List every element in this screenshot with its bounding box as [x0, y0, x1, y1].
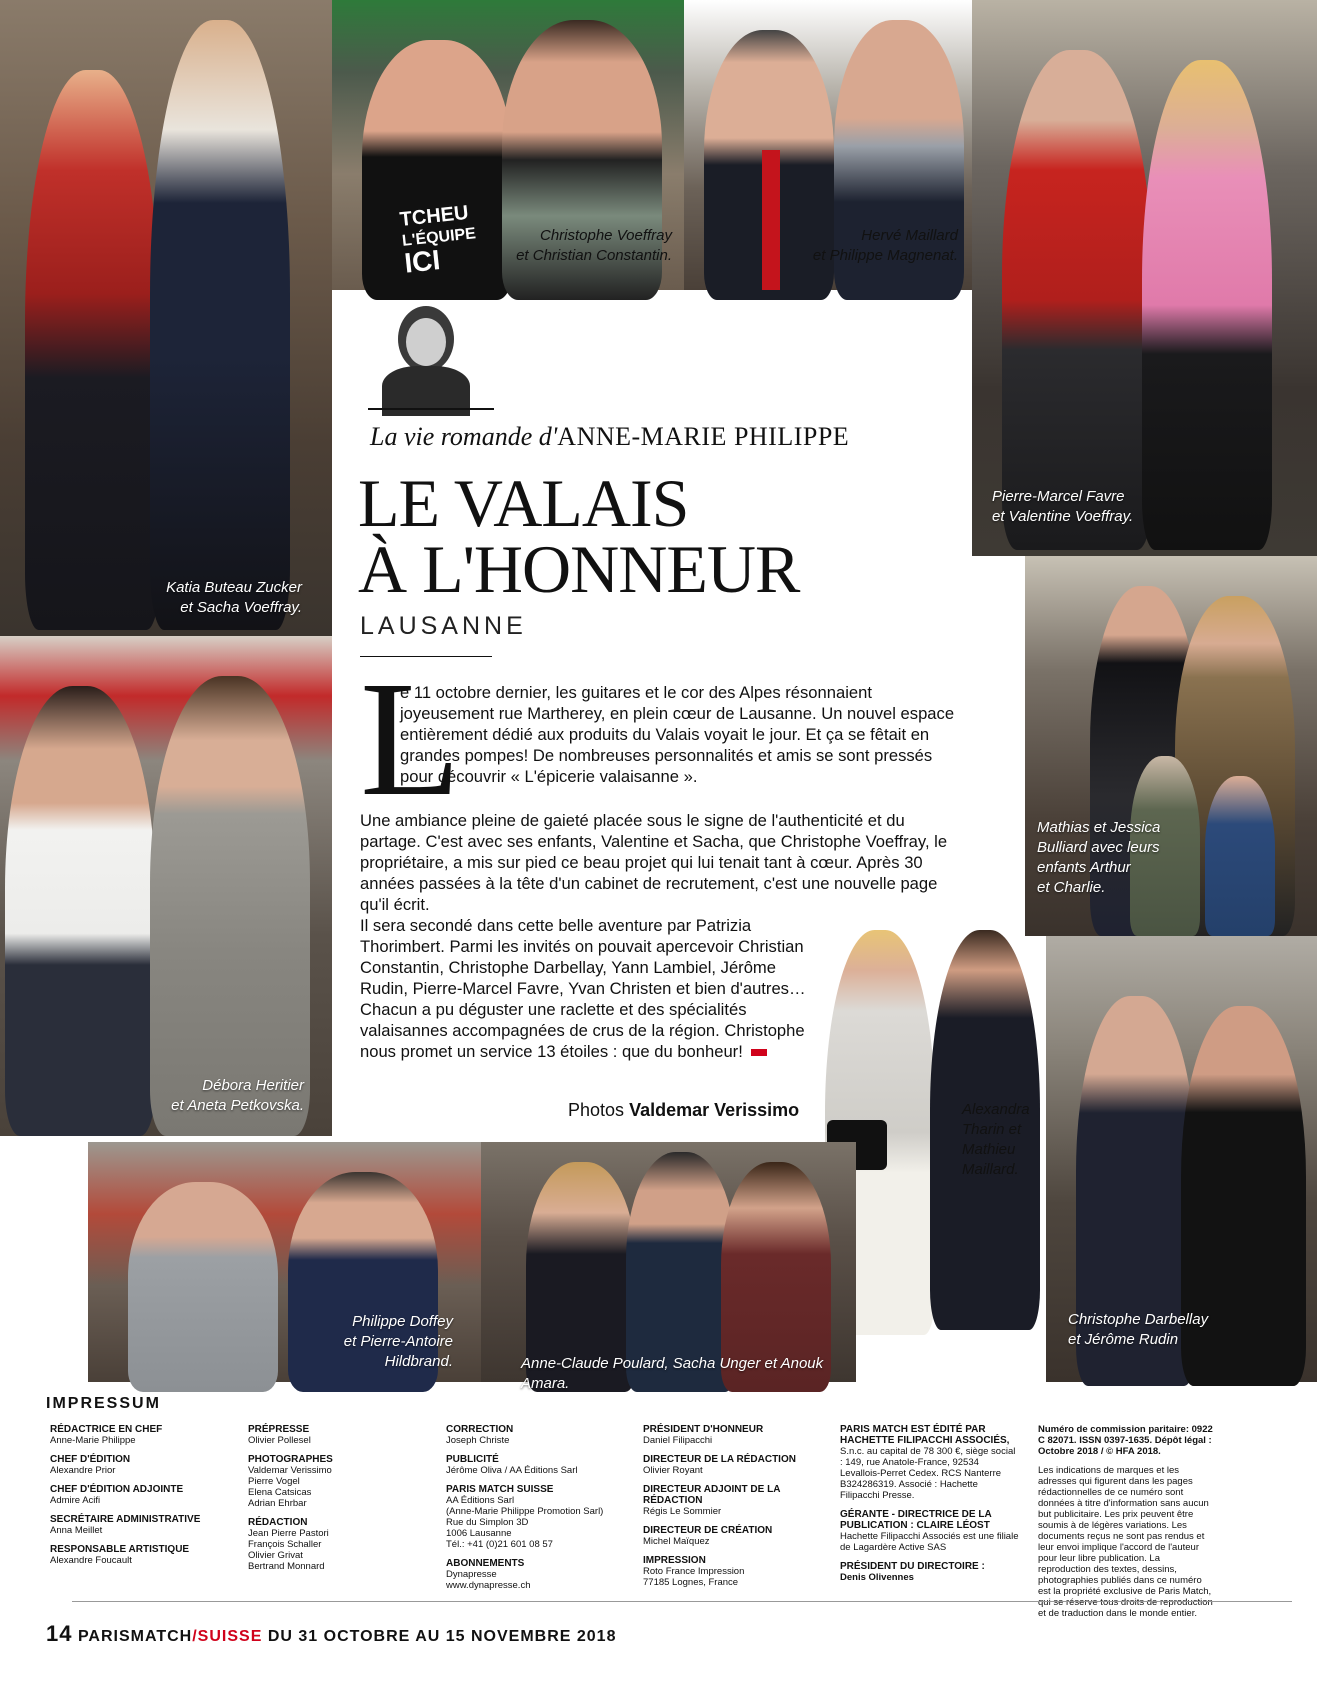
paragraph-1: e 11 octobre dernier, les guitares et le cor des Alpes résonnaient joyeusement rue Martherey, en plein cœur de Lausanne. Un nouvel espace entièrement dédié aux produits du Valais voyait le jour. Et ça se fêtait en grandes pompes! De nombreuses personnalités et amis se sont pressés pour découvrir « L'épicerie valaisanne ». — [400, 683, 955, 786]
photo-doffey-hildbrand — [88, 1142, 481, 1382]
photo-heritier-petkovska — [0, 636, 332, 1136]
impressum-col-2: PRÉPRESSE Olivier Pollesel PHOTOGRAPHES Valdemar Verissimo Pierre Vogel Elena Catsicas Adrian Ehrbar RÉDACTION Jean Pierre Pastori François Schaller Olivier Grivat Bertrand Monnard — [248, 1424, 333, 1572]
person-debora-heritier — [5, 686, 155, 1136]
impressum-col-6: Numéro de commission paritaire: 0922 C 82071. ISSN 0397-1635. Dépôt légal : Octobre 2018 / © HFA 2018. Les indications de marques et les adresses qui figurent dans les pages rédactionnelles de ce numéro sont données à titre d'information sans aucun but publicitaire. Les prix peuvent être soumis à de légères variations. Les documents reçus ne sont pas rendus et leur envoi implique l'accord de l'auteur pour leur libre publication. La reproduction des textes, dessins, photographies publiés dans ce numéro est la propriété exclusive de Paris Match, qui se réserve tous droits de reproduction et de traduction dans le monde entier. — [1038, 1424, 1213, 1619]
dropcap: L — [360, 647, 461, 830]
folio-brand: PARISMATCH — [77, 1628, 193, 1645]
caption-doffey-hildbrand: Philippe Doffey et Pierre-Antoire Hildbrand. — [343, 1313, 453, 1370]
paragraph-3: Il sera secondé dans cette belle aventure par Patrizia Thorimbert. Parmi les invités on pouvait apercevoir Christian Constantin, Christophe Darbellay, Yann Lambiel, Jérôme Rudin, Pierre-Marcel Favre, Yvan Christen et bien d'autres… Chacun a pu déguster une raclette et des spécialités valaisannes accompagnées de crus de la région. Christophe nous promet un service 13 étoiles : que du bonheur! — [360, 916, 806, 1061]
photo-voeffray-constantin — [332, 0, 684, 290]
impressum-title: IMPRESSUM — [46, 1395, 161, 1412]
impressum-col-3: CORRECTION Joseph Christe PUBLICITÉ Jérôme Oliva / AA Éditions Sarl PARIS MATCH SUISSE AA Éditions Sarl (Anne-Marie Philippe Promotion Sarl) Rue du Simplon 3D 1006 Lausanne Tél.: +41 (0)21 601 08 57 ABONNEMENTS Dynapresse www.dynapresse.ch — [446, 1424, 604, 1591]
caption-favre-voeffray: Pierre-Marcel Favre et Valentine Voeffray. — [992, 488, 1134, 525]
caption-poulard-unger-amara: Anne-Claude Poulard, Sacha Unger et Anouk Amara. — [521, 1355, 824, 1392]
impressum-col-1: RÉDACTRICE EN CHEF Anne-Marie Philippe CHEF D'ÉDITION Alexandre Prior CHEF D'ÉDITION ADJOINTE Admire Acifi SECRÉTAIRE ADMINISTRATIVE Anna Meillet RESPONSABLE ARTISTIQUE Alexandre Foucault — [50, 1424, 201, 1566]
photo-credit: Photos Valdemar Verissimo — [568, 1100, 800, 1120]
person-philippe-doffey — [128, 1182, 278, 1392]
impressum-col-4: PRÉSIDENT D'HONNEUR Daniel Filipacchi DIRECTEUR DE LA RÉDACTION Olivier Royant DIRECTEUR ADJOINT DE LA RÉDACTION Régis Le Sommier DIRECTEUR DE CRÉATION Michel Maïquez IMPRESSION Roto France Impression 77185 Lognes, France — [643, 1424, 796, 1588]
location: LAUSANNE — [360, 612, 527, 640]
photo-favre-voeffray — [972, 0, 1317, 556]
impressum-col-5: PARIS MATCH EST ÉDITÉ PAR HACHETTE FILIPACCHI ASSOCIÉS, S.n.c. au capital de 78 300 €, siège social : 149, rue Anatole-France, 92534 Levallois-Perret Cedex. RCS Nanterre B324286319. Associé : Hachette Filipacchi Presse. GÉRANTE - DIRECTRICE DE LA PUBLICATION : CLAIRE LÉOST Hachette Filipacchi Associés est une filiale de Lagardère Active SAS PRÉSIDENT DU DIRECTOIRE : Denis Olivennes — [840, 1424, 1019, 1583]
paragraph-2: Une ambiance pleine de gaieté placée sous le signe de l'authenticité et du partage. C'est avec ses enfants, Valentine et Sacha, que Christophe Voeffray, le propriétaire, a mis sur pied ce beau projet qui lui tenait tant à cœur. Après 30 années passées à la tête d'un cabinet de recrutement, c'est une nouvelle page qu'il écrit. — [360, 811, 948, 914]
person-valentine-voeffray — [1142, 60, 1272, 550]
caption-bulliard: Mathias et Jessica Bulliard avec leurs enfants Arthur et Charlie. — [1037, 819, 1161, 896]
kicker: La vie romande d'ANNE-MARIE PHILIPPE — [370, 422, 850, 451]
author-portrait — [376, 300, 476, 406]
shirt-text: TCHEU L'ÉQUIPE ICI — [398, 201, 477, 279]
caption-darbellay-rudin: Christophe Darbellay et Jérôme Rudin — [1068, 1311, 1209, 1348]
person-charlie — [1205, 776, 1275, 936]
folio — [46, 1621, 616, 1647]
photo-bulliard-family — [1025, 556, 1317, 936]
red-tie — [762, 150, 780, 290]
person-pierre-marcel-favre — [1002, 50, 1152, 550]
photo-maillard-magnenat — [684, 0, 972, 290]
caption-maillard-magnenat: Hervé Maillard et Philippe Magnenat. — [812, 227, 958, 264]
photo-darbellay-rudin — [1046, 936, 1317, 1382]
folio-dates: DU 31 OCTOBRE AU 15 NOVEMBRE 2018 — [267, 1628, 617, 1645]
folio-edition: /SUISSE — [192, 1628, 263, 1645]
footer-rule — [72, 1601, 1292, 1602]
caption-tharin-maillard: Alexandra Tharin et Mathieu Maillard. — [962, 1101, 1030, 1178]
caption-voeffray-constantin: Christophe Voeffray et Christian Constantin. — [516, 227, 672, 264]
page-title: LE VALAIS À L'HONNEUR — [358, 465, 800, 607]
caption-heritier-petkovska: Débora Heritier et Aneta Petkovska. — [171, 1077, 304, 1114]
photo-katia-sacha — [0, 0, 332, 636]
portrait-underline — [368, 408, 494, 410]
end-mark — [751, 1049, 767, 1056]
page-number: 14 — [46, 1621, 73, 1646]
person-aneta-petkovska — [150, 676, 310, 1136]
person-sacha — [150, 20, 290, 630]
photo-poulard-unger-amara — [481, 1142, 856, 1392]
caption-katia-sacha: Katia Buteau Zucker et Sacha Voeffray. — [166, 579, 302, 616]
person-katia — [25, 70, 160, 630]
